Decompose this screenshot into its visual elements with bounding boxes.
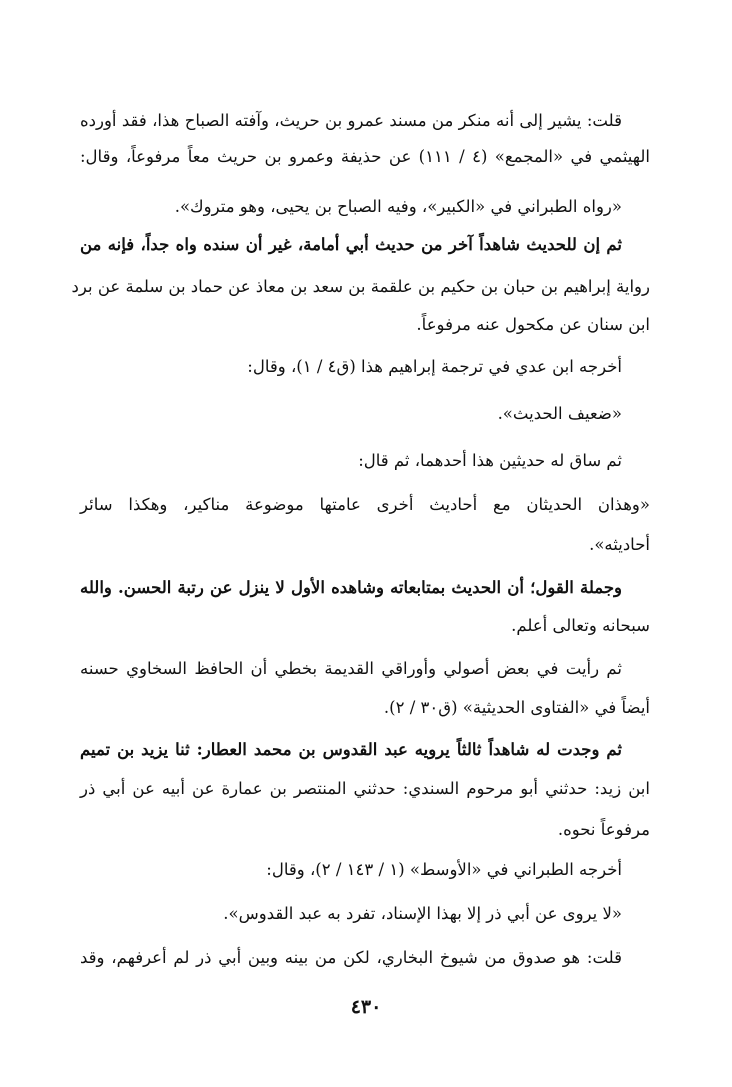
- text-line-3: «رواه الطبراني في «الكبير»، وفيه الصباح بن يحيى، وهو متروك».: [174, 197, 622, 216]
- text-line-19: أخرجه الطبراني في «الأوسط» (١ / ١٤٣ / ٢)، وقال:: [266, 860, 622, 879]
- text-line-8: «ضعيف الحديث».: [497, 404, 622, 423]
- text-line-6: ابن سنان عن مكحول عنه مرفوعاً.: [416, 315, 650, 334]
- text-line-5: رواية إبراهيم بن حبان بن حكيم بن علقمة بن سعد بن معاذ عن حماد بن سلمة عن برد: [71, 277, 650, 296]
- text-line-18: مرفوعاً نحوه.: [557, 820, 650, 839]
- text-line-2: الهيثمي في «المجمع» (٤ / ١١١) عن حذيفة وعمرو بن حريث معاً مرفوعاً، وقال:: [80, 147, 650, 166]
- text-line-15: أيضاً في «الفتاوى الحديثية» (ق٣٠ / ٢).: [383, 698, 650, 717]
- text-line-9: ثم ساق له حديثين هذا أحدهما، ثم قال:: [358, 451, 622, 470]
- text-line-7: أخرجه ابن عدي في ترجمة إبراهيم هذا (ق٤ / ١)، وقال:: [247, 357, 622, 376]
- text-line-17: ابن زيد: حدثني أبو مرحوم السندي: حدثني المنتصر بن عمارة عن أبيه عن أبي ذر: [80, 779, 650, 798]
- text-line-20: «لا يروى عن أبي ذر إلا بهذا الإسناد، تفرد به عبد القدوس».: [223, 904, 622, 923]
- text-line-4: ثم إن للحديث شاهداً آخر من حديث أبي أمامة، غير أن سنده واه جداً، فإنه من: [80, 235, 622, 254]
- page-number: ٤٣٠: [350, 996, 382, 1018]
- text-line-16: ثم وجدت له شاهداً ثالثاً يرويه عبد القدوس بن محمد العطار: ثنا يزيد بن تميم: [80, 740, 622, 759]
- text-line-1: قلت: يشير إلى أنه منكر من مسند عمرو بن حريث، وآفته الصباح هذا، فقد أورده: [80, 111, 622, 130]
- text-line-12: وجملة القول؛ أن الحديث بمتابعاته وشاهده الأول لا ينزل عن رتبة الحسن. والله: [80, 578, 622, 597]
- text-line-11: أحاديثه».: [589, 535, 650, 554]
- text-line-10: «وهذان الحديثان مع أحاديث أخرى عامتها موضوعة مناكير، وهكذا سائر: [80, 495, 650, 514]
- text-line-14: ثم رأيت في بعض أصولي وأوراقي القديمة بخطي أن الحافظ السخاوي حسنه: [80, 659, 622, 678]
- text-line-13: سبحانه وتعالى أعلم.: [511, 616, 650, 635]
- text-line-21: قلت: هو صدوق من شيوخ البخاري، لكن من بينه وبين أبي ذر لم أعرفهم، وقد: [80, 948, 622, 967]
